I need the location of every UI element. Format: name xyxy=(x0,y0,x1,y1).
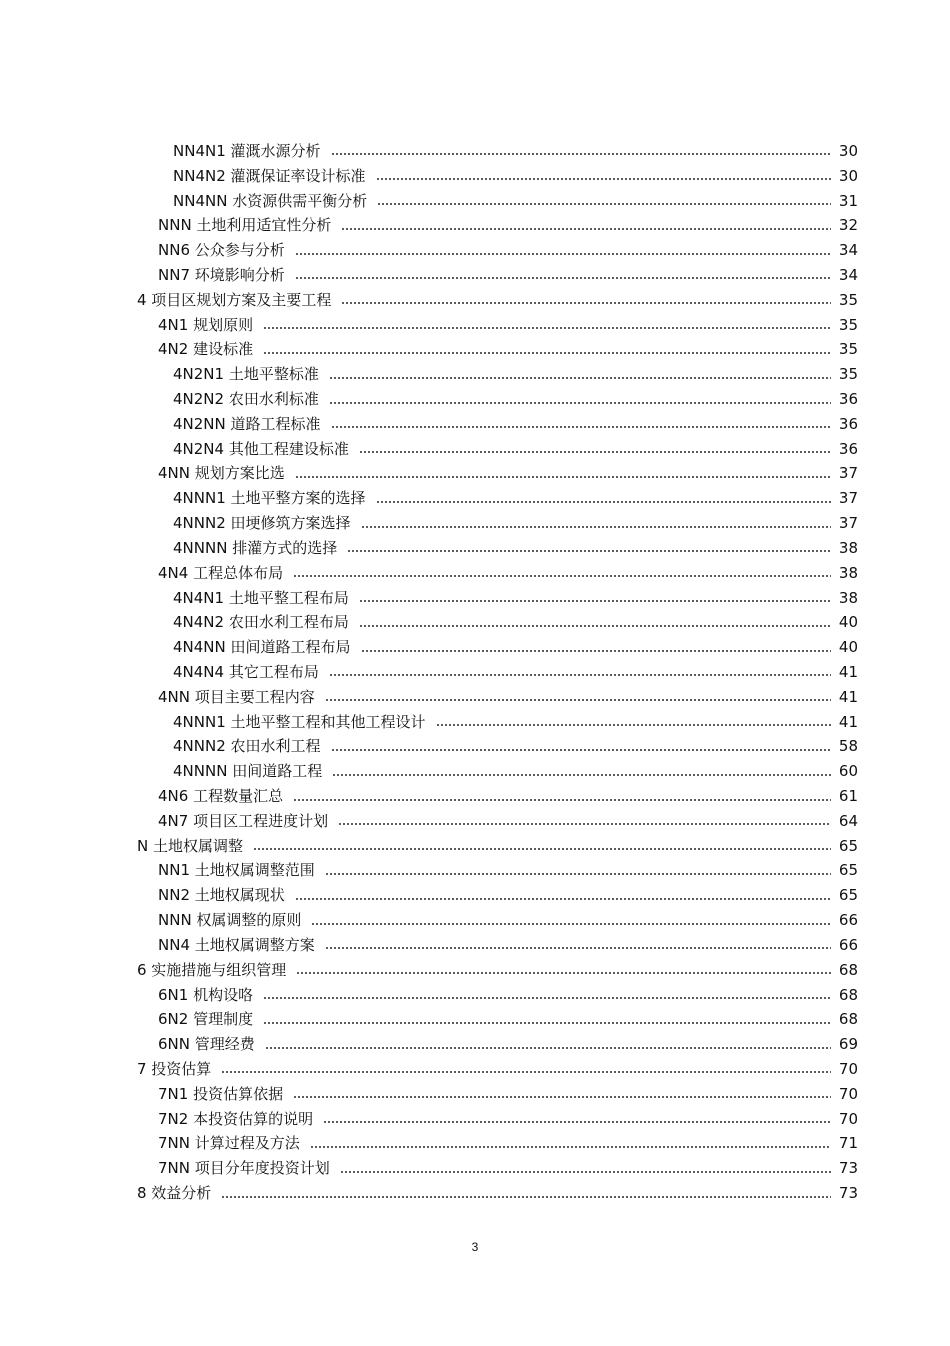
toc-entry-title: 7NN 计算过程及方法 xyxy=(158,1134,300,1153)
toc-entry-page: 38 xyxy=(838,563,858,582)
toc-entry-title: 4N2 建设标准 xyxy=(158,340,254,359)
toc-entry-title: 4NNNN 田间道路工程 xyxy=(173,762,323,781)
toc-entry[interactable] xyxy=(0,1057,950,1082)
toc-entry-page: 73 xyxy=(838,1159,858,1178)
toc-entry[interactable] xyxy=(0,958,950,983)
toc-entry-title: 4NNN1 土地平整工程和其他工程设计 xyxy=(173,712,426,731)
toc-entry[interactable] xyxy=(0,586,950,611)
dot-leader xyxy=(331,749,831,751)
toc-entry-title: 8 效益分析 xyxy=(137,1184,212,1203)
toc-entry-page: 73 xyxy=(838,1184,858,1203)
toc-entry-page: 37 xyxy=(838,489,858,508)
toc-entry-page: 65 xyxy=(838,836,858,855)
toc-entry-page: 37 xyxy=(838,464,858,483)
toc-entry-title: NN7 环境影响分析 xyxy=(158,265,285,284)
dot-leader xyxy=(263,1022,831,1024)
toc-entry-title: 4N4N2 农田水利工程布局 xyxy=(173,613,349,632)
dot-leader xyxy=(359,600,831,602)
toc-entry-title: 7 投资估算 xyxy=(137,1059,212,1078)
dot-leader xyxy=(253,848,831,850)
toc-entry-page: 66 xyxy=(838,935,858,954)
dot-leader xyxy=(347,550,831,552)
toc-entry-page: 34 xyxy=(838,241,858,260)
toc-entry-title: 4N4 工程总体布局 xyxy=(158,563,284,582)
toc-entry[interactable] xyxy=(0,1107,950,1132)
toc-entry-page: 35 xyxy=(838,290,858,309)
toc-entry-title: 4NNNN 排灌方式的选择 xyxy=(173,538,338,557)
toc-entry[interactable] xyxy=(0,189,950,214)
toc-entry[interactable] xyxy=(0,164,950,189)
toc-entry-title: 4N4NN 田间道路工程布局 xyxy=(173,638,351,657)
toc-entry-page: 70 xyxy=(838,1084,858,1103)
dot-leader xyxy=(340,1171,831,1173)
toc-entry-page: 35 xyxy=(838,315,858,334)
dot-leader xyxy=(263,327,831,329)
toc-entry[interactable] xyxy=(0,313,950,338)
toc-entry[interactable] xyxy=(0,859,950,884)
dot-leader xyxy=(221,1196,831,1198)
toc-entry-page: 38 xyxy=(838,538,858,557)
toc-entry[interactable] xyxy=(0,263,950,288)
toc-entry-page: 35 xyxy=(838,365,858,384)
dot-leader xyxy=(361,526,831,528)
toc-entry[interactable] xyxy=(0,213,950,238)
dot-leader xyxy=(310,1146,831,1148)
toc-entry-title: 4NNN1 土地平整方案的选择 xyxy=(173,489,366,508)
toc-entry-page: 65 xyxy=(838,861,858,880)
dot-leader xyxy=(295,277,831,279)
toc-entry-page: 37 xyxy=(838,514,858,533)
toc-entry[interactable] xyxy=(0,883,950,908)
toc-entry-title: 4NN 项目主要工程内容 xyxy=(158,687,315,706)
toc-entry-page: 60 xyxy=(838,762,858,781)
toc-entry-title: 4N2N1 土地平整标准 xyxy=(173,365,319,384)
toc-entry[interactable] xyxy=(0,1132,950,1157)
dot-leader xyxy=(329,402,831,404)
dot-leader xyxy=(376,178,831,180)
dot-leader xyxy=(376,501,831,503)
toc-entry[interactable] xyxy=(0,610,950,635)
dot-leader xyxy=(325,699,831,701)
toc-entry-page: 70 xyxy=(838,1059,858,1078)
toc-entry[interactable] xyxy=(0,1007,950,1032)
toc-entry-page: 58 xyxy=(838,737,858,756)
toc-entry-title: 4N4N4 其它工程布局 xyxy=(173,662,319,681)
dot-leader xyxy=(325,947,831,949)
toc-entry-title: 6N1 机构设咯 xyxy=(158,985,254,1004)
dot-leader xyxy=(263,997,831,999)
dot-leader xyxy=(296,972,831,974)
toc-entry-title: 4NNN2 农田水利工程 xyxy=(173,737,321,756)
toc-entry-title: 4N2N4 其他工程建设标准 xyxy=(173,439,349,458)
page-number: 3 xyxy=(471,1240,479,1254)
toc-entry-page: 61 xyxy=(838,787,858,806)
dot-leader xyxy=(293,1096,831,1098)
dot-leader xyxy=(295,476,831,478)
toc-entry-title: 4 项目区规划方案及主要工程 xyxy=(137,290,332,309)
toc-entry-page: 38 xyxy=(838,588,858,607)
table-of-contents xyxy=(0,139,950,1206)
dot-leader xyxy=(332,774,831,776)
toc-entry-page: 31 xyxy=(838,191,858,210)
toc-entry[interactable] xyxy=(0,1156,950,1181)
dot-leader xyxy=(265,1047,831,1049)
toc-entry-page: 35 xyxy=(838,340,858,359)
toc-entry-page: 64 xyxy=(838,811,858,830)
dot-leader xyxy=(436,724,831,726)
toc-entry-title: 4N6 工程数量汇总 xyxy=(158,787,284,806)
toc-entry-title: 4NN 规划方案比选 xyxy=(158,464,285,483)
toc-entry-page: 68 xyxy=(838,960,858,979)
toc-entry-page: 41 xyxy=(838,687,858,706)
toc-entry[interactable] xyxy=(0,784,950,809)
toc-entry-page: 68 xyxy=(838,1010,858,1029)
toc-entry-page: 36 xyxy=(838,390,858,409)
dot-leader xyxy=(338,823,831,825)
toc-entry-title: 4NNN2 田埂修筑方案选择 xyxy=(173,514,351,533)
dot-leader xyxy=(263,352,831,354)
toc-entry-title: 6NN 管理经费 xyxy=(158,1035,255,1054)
toc-entry-page: 41 xyxy=(838,662,858,681)
toc-entry-page: 30 xyxy=(838,166,858,185)
toc-entry[interactable] xyxy=(0,362,950,387)
dot-leader xyxy=(361,650,831,652)
toc-entry[interactable] xyxy=(0,1181,950,1206)
toc-entry[interactable] xyxy=(0,735,950,760)
toc-entry-title: 4N2NN 道路工程标准 xyxy=(173,414,321,433)
toc-entry-title: 6N2 管理制度 xyxy=(158,1010,254,1029)
toc-entry[interactable] xyxy=(0,908,950,933)
toc-entry-page: 69 xyxy=(838,1035,858,1054)
toc-entry[interactable] xyxy=(0,933,950,958)
toc-entry-title: 4N1 规划原则 xyxy=(158,315,254,334)
toc-entry-page: 71 xyxy=(838,1134,858,1153)
toc-entry[interactable] xyxy=(0,983,950,1008)
toc-entry[interactable] xyxy=(0,536,950,561)
toc-entry[interactable] xyxy=(0,288,950,313)
toc-entry[interactable] xyxy=(0,387,950,412)
toc-entry-title: N 土地权属调整 xyxy=(137,836,243,855)
toc-entry[interactable] xyxy=(0,635,950,660)
dot-leader xyxy=(359,451,831,453)
toc-entry[interactable] xyxy=(0,412,950,437)
dot-leader xyxy=(341,302,831,304)
toc-entry-title: 4N2N2 农田水利标准 xyxy=(173,390,319,409)
toc-entry[interactable] xyxy=(0,511,950,536)
dot-leader xyxy=(311,923,831,925)
toc-entry-title: NN4 土地权属调整方案 xyxy=(158,935,315,954)
toc-entry[interactable] xyxy=(0,1082,950,1107)
toc-entry-page: 34 xyxy=(838,265,858,284)
dot-leader xyxy=(331,426,831,428)
toc-entry-page: 36 xyxy=(838,414,858,433)
toc-entry-title: 7NN 项目分年度投资计划 xyxy=(158,1159,330,1178)
toc-entry-title: NN4N1 灌溉水源分析 xyxy=(173,141,321,160)
toc-entry[interactable] xyxy=(0,710,950,735)
toc-entry[interactable] xyxy=(0,139,950,164)
toc-entry[interactable] xyxy=(0,338,950,363)
dot-leader xyxy=(359,625,831,627)
toc-entry[interactable] xyxy=(0,809,950,834)
toc-entry[interactable] xyxy=(0,660,950,685)
dot-leader xyxy=(293,799,831,801)
dot-leader xyxy=(331,153,831,155)
dot-leader xyxy=(325,873,831,875)
toc-entry-title: NN4N2 灌溉保证率设计标准 xyxy=(173,166,366,185)
dot-leader xyxy=(295,898,831,900)
toc-entry-page: 41 xyxy=(838,712,858,731)
toc-entry[interactable] xyxy=(0,486,950,511)
toc-entry-page: 70 xyxy=(838,1109,858,1128)
toc-entry[interactable] xyxy=(0,759,950,784)
toc-entry[interactable] xyxy=(0,1032,950,1057)
toc-entry-page: 30 xyxy=(838,141,858,160)
toc-entry-page: 40 xyxy=(838,638,858,657)
toc-entry-page: 32 xyxy=(838,216,858,235)
toc-entry-page: 66 xyxy=(838,911,858,930)
toc-entry-page: 68 xyxy=(838,985,858,1004)
toc-entry-title: NN4NN 水资源供需平衡分析 xyxy=(173,191,368,210)
toc-entry-page: 36 xyxy=(838,439,858,458)
toc-entry-title: 4N7 项目区工程进度计划 xyxy=(158,811,329,830)
toc-entry[interactable] xyxy=(0,834,950,859)
toc-entry[interactable] xyxy=(0,238,950,263)
dot-leader xyxy=(293,575,831,577)
toc-entry-title: 4N4N1 土地平整工程布局 xyxy=(173,588,349,607)
dot-leader xyxy=(377,203,831,205)
toc-entry-title: 7N1 投资估算依据 xyxy=(158,1084,284,1103)
dot-leader xyxy=(329,377,831,379)
toc-entry-title: NN1 土地权属调整范围 xyxy=(158,861,315,880)
toc-entry-title: NNN 土地利用适宜性分析 xyxy=(158,216,332,235)
dot-leader xyxy=(341,228,831,230)
toc-entry[interactable] xyxy=(0,462,950,487)
dot-leader xyxy=(329,674,831,676)
toc-entry-page: 40 xyxy=(838,613,858,632)
toc-entry[interactable] xyxy=(0,561,950,586)
toc-entry[interactable] xyxy=(0,437,950,462)
toc-entry-page: 65 xyxy=(838,886,858,905)
toc-entry-title: 6 实施措施与组织管理 xyxy=(137,960,287,979)
toc-entry-title: NN6 公众参与分析 xyxy=(158,241,285,260)
dot-leader xyxy=(323,1121,831,1123)
toc-entry-title: NNN 权属调整的原则 xyxy=(158,911,302,930)
toc-entry-title: NN2 土地权属现状 xyxy=(158,886,285,905)
dot-leader xyxy=(221,1071,831,1073)
toc-entry-title: 7N2 本投资估算的说明 xyxy=(158,1109,314,1128)
toc-entry[interactable] xyxy=(0,685,950,710)
dot-leader xyxy=(295,253,831,255)
